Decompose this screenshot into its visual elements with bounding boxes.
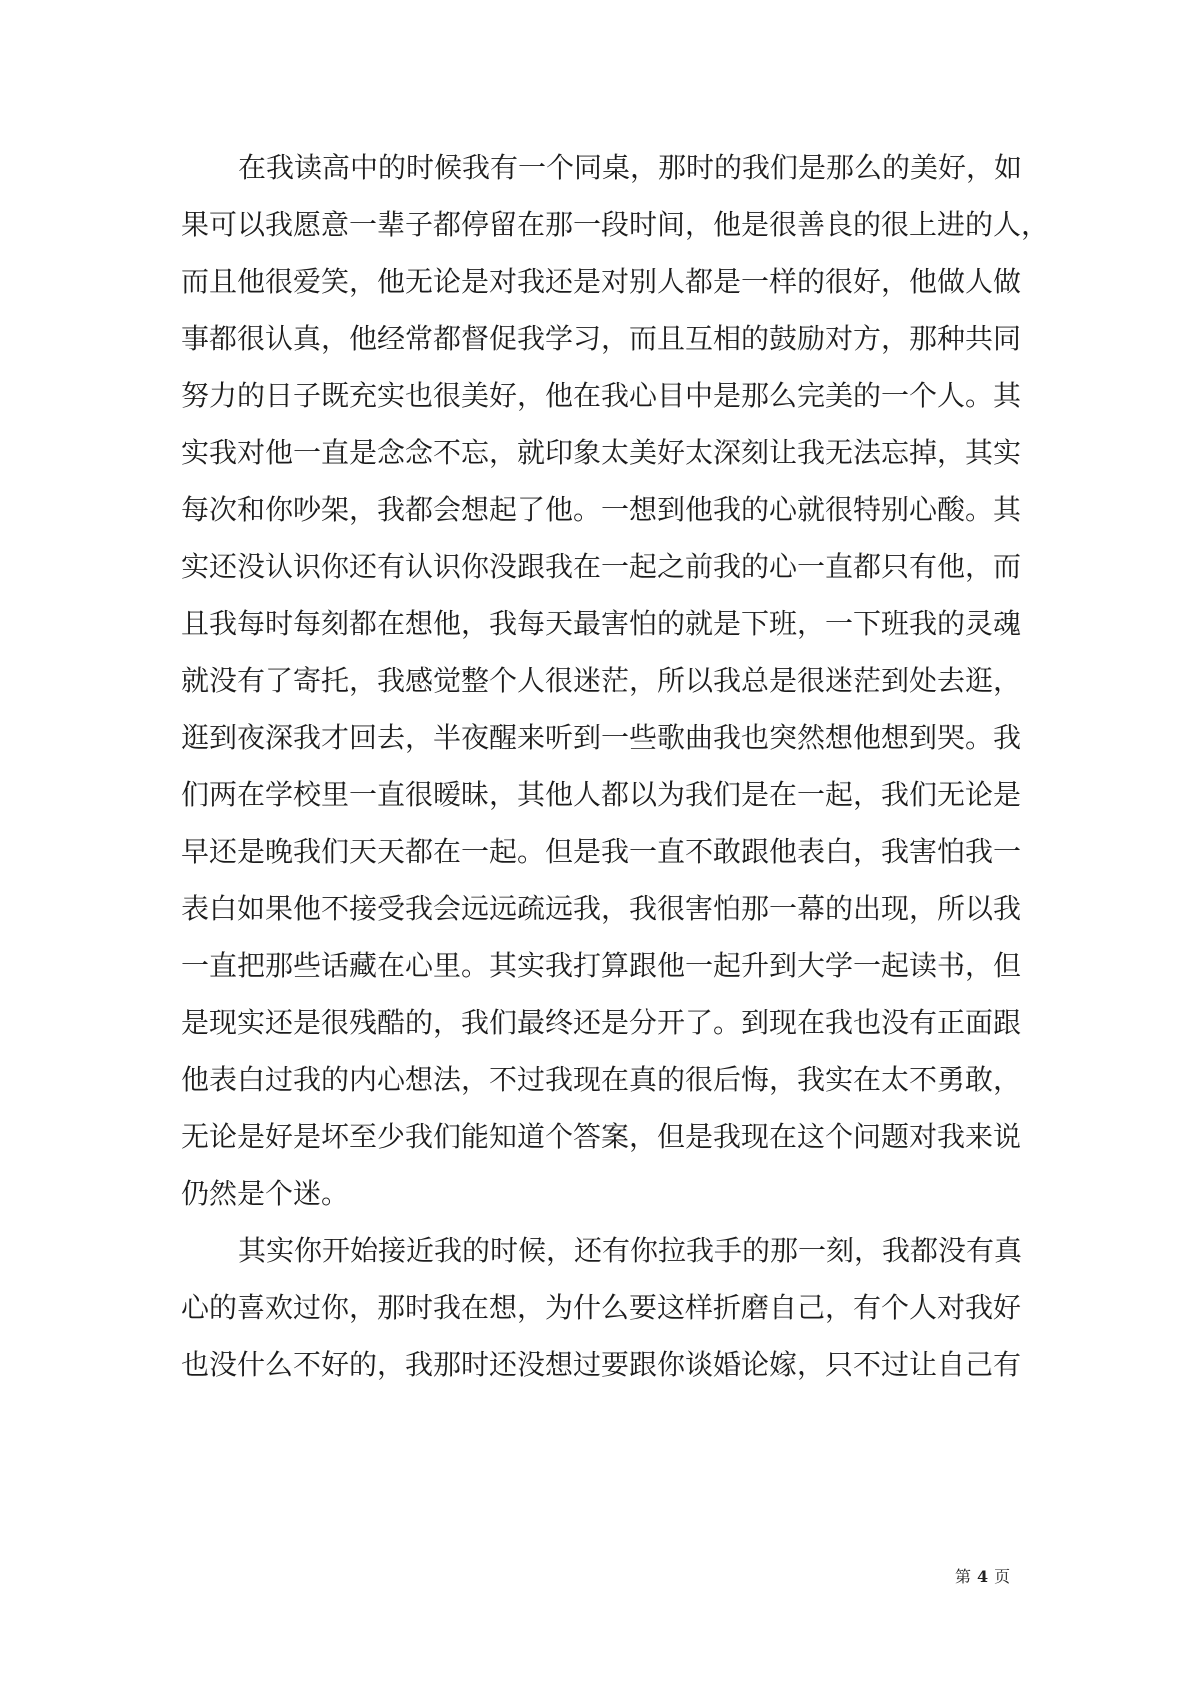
paragraph-1-line-9: 且我每时每刻都在想他，我每天最害怕的就是下班，一下班我的灵魂 — [181, 607, 1022, 640]
paragraph-1-line-1: 在我读高中的时候我有一个同桌，那时的我们是那么的美好，如 — [238, 151, 1023, 184]
page-footer — [955, 1565, 1035, 1589]
paragraph-1-line-18: 无论是好是坏至少我们能知道个答案，但是我现在这个问题对我来说 — [181, 1120, 1022, 1153]
page-label-prefix: 第 — [955, 1567, 972, 1586]
paragraph-1-line-17: 他表白过我的内心想法，不过我现在真的很后悔，我实在太不勇敢， — [181, 1063, 1022, 1096]
paragraph-1-line-15: 一直把那些话藏在心里。其实我打算跟他一起升到大学一起读书，但 — [181, 949, 1022, 982]
paragraph-1-line-6: 实我对他一直是念念不忘，就印象太美好太深刻让我无法忘掉，其实 — [181, 436, 1022, 469]
paragraph-1-line-13: 早还是晚我们天天都在一起。但是我一直不敢跟他表白，我害怕我一 — [181, 835, 1022, 868]
paragraph-1-line-8: 实还没认识你还有认识你没跟我在一起之前我的心一直都只有他，而 — [181, 550, 1022, 583]
paragraph-1-line-16: 是现实还是很残酷的，我们最终还是分开了。到现在我也没有正面跟 — [181, 1006, 1022, 1039]
paragraph-1-line-2: 果可以我愿意一辈子都停留在那一段时间，他是很善良的很上进的人， — [181, 208, 1050, 241]
paragraph-1-line-7: 每次和你吵架，我都会想起了他。一想到他我的心就很特别心酸。其 — [181, 493, 1022, 526]
page-label-suffix: 页 — [994, 1567, 1011, 1586]
paragraph-1-line-19: 仍然是个迷。 — [181, 1177, 350, 1210]
paragraph-1-line-11: 逛到夜深我才回去，半夜醒来听到一些歌曲我也突然想他想到哭。我 — [181, 721, 1022, 754]
paragraph-1-line-5: 努力的日子既充实也很美好，他在我心目中是那么完美的一个人。其 — [181, 379, 1022, 412]
paragraph-1-line-10: 就没有了寄托，我感觉整个人很迷茫，所以我总是很迷茫到处去逛， — [181, 664, 1022, 697]
paragraph-2-line-3: 也没什么不好的，我那时还没想过要跟你谈婚论嫁，只不过让自己有 — [181, 1348, 1022, 1381]
paragraph-1-line-4: 事都很认真，他经常都督促我学习，而且互相的鼓励对方，那种共同 — [181, 322, 1022, 355]
paragraph-1-line-14: 表白如果他不接受我会远远疏远我，我很害怕那一幕的出现，所以我 — [181, 892, 1022, 925]
paragraph-1-line-12: 们两在学校里一直很暧昧，其他人都以为我们是在一起，我们无论是 — [181, 778, 1022, 811]
paragraph-2-line-2: 心的喜欢过你，那时我在想，为什么要这样折磨自己，有个人对我好 — [181, 1291, 1022, 1324]
paragraph-1-line-3: 而且他很爱笑，他无论是对我还是对别人都是一样的很好，他做人做 — [181, 265, 1022, 298]
page-number: 4 — [977, 1567, 989, 1586]
paragraph-2-line-1: 其实你开始接近我的时候，还有你拉我手的那一刻，我都没有真 — [238, 1234, 1023, 1267]
